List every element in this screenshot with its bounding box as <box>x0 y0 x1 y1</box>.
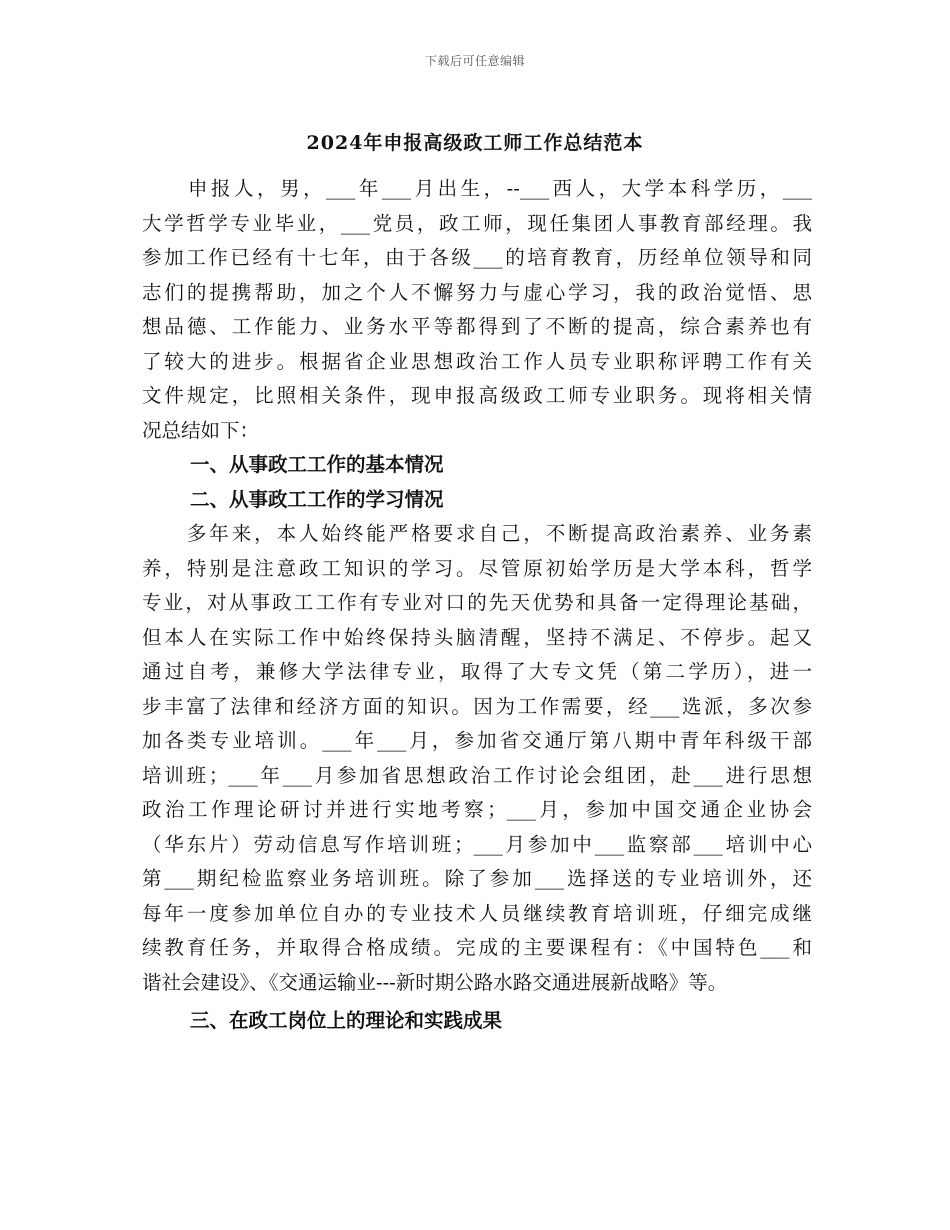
paragraph-line: 培训班；___年___月参加省思想政治工作讨论会组团，赴___进行思想 <box>142 763 812 787</box>
paragraph-line: 续教育任务，并取得合格成绩。完成的主要课程有：《中国特色___和 <box>142 936 812 959</box>
paragraph-line: 养，特别是注意政工知识的学习。尽管原初始学历是大学本科，哲学 <box>142 556 812 580</box>
paragraph-line: 想品德、工作能力、业务水平等都得到了不断的提高，综合素养也有 <box>142 315 812 338</box>
paragraph-line: 专业，对从事政工工作有专业对口的先天优势和具备一定得理论基础， <box>142 591 812 614</box>
paragraph-line: 参加工作已经有十七年，由于各级___的培育教育，历经单位领导和同 <box>142 246 812 269</box>
section-heading-1: 一、从事政工工作的基本情况 <box>190 453 444 476</box>
paragraph-line: （华东片）劳动信息写作培训班；___月参加中___监察部___培训中心 <box>142 832 812 856</box>
paragraph-line: 通过自考，兼修大学法律专业，取得了大专文凭（第二学历），进一 <box>142 660 812 683</box>
paragraph-line: 政治工作理论研讨并进行实地考察；___月，参加中国交通企业协会 <box>142 798 812 821</box>
paragraph-line: 加各类专业培训。___年___月，参加省交通厅第八期中青年科级干部 <box>142 729 812 752</box>
paragraph-line: 多年来，本人始终能严格要求自己，不断提高政治素养、业务素 <box>142 522 812 545</box>
document-title: 2024年申报高级政工师工作总结范本 <box>306 132 644 154</box>
paragraph-line: 第___期纪检监察业务培训班。除了参加___选择送的专业培训外，还 <box>142 867 812 890</box>
paragraph-line: 申报人，男，___年___月出生，--___西人，大学本科学历，___ <box>142 177 812 200</box>
paragraph-line: 谐社会建设》、《交通运输业---新时期公路水路交通进展新战略》等。 <box>142 970 728 994</box>
paragraph-line: 了较大的进步。根据省企业思想政治工作人员专业职称评聘工作有关 <box>142 349 812 373</box>
section-heading-3: 三、在政工岗位上的理论和实践成果 <box>190 1009 503 1032</box>
page-header-note: 下载后可任意编辑 <box>424 54 525 68</box>
paragraph-line: 每年一度参加单位自办的专业技术人员继续教育培训班，仔细完成继 <box>142 901 812 925</box>
paragraph-line: 况总结如下： <box>142 418 260 442</box>
section-heading-2: 二、从事政工工作的学习情况 <box>190 487 444 511</box>
paragraph-line: 志们的提携帮助，加之个人不懈努力与虚心学习，我的政治觉悟、思 <box>142 280 812 304</box>
paragraph-line: 文件规定，比照相关条件，现申报高级政工师专业职务。现将相关情 <box>142 384 812 407</box>
paragraph-line: 大学哲学专业毕业，___党员，政工师，现任集团人事教育部经理。我 <box>142 211 812 235</box>
document-body <box>142 172 812 1039</box>
paragraph-line: 但本人在实际工作中始终保持头脑清醒，坚持不满足、不停步。起又 <box>142 625 812 649</box>
paragraph-line: 步丰富了法律和经济方面的知识。因为工作需要，经___选派，多次参 <box>142 694 812 718</box>
